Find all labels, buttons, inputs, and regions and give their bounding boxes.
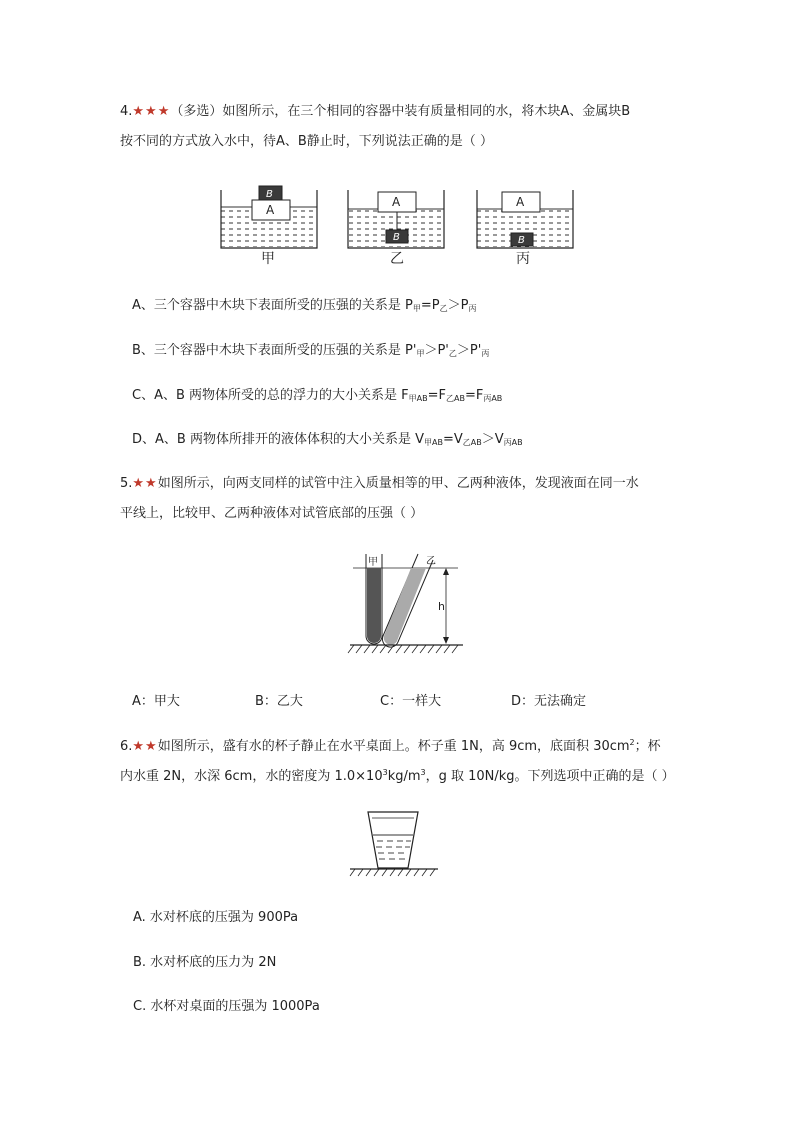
q5-option-d: D：无法确定 — [511, 694, 587, 709]
q4-option-b-sub-1: 甲 — [416, 349, 425, 358]
q4-option-d — [132, 431, 523, 452]
q6-option-b: B. 水对杯底的压力为 2N — [133, 955, 277, 970]
q4-option-d-gt: ＞V — [481, 432, 504, 447]
q5-option-b: B：乙大 — [255, 694, 303, 709]
label-bing: 丙 — [516, 251, 530, 267]
q4-option-c-eq-2: =F — [464, 388, 484, 403]
q4-text-line-2: 按不同的方式放入水中，待A、B静止时，下列说法正确的是（ ） — [120, 134, 493, 149]
liquid-jia — [367, 568, 381, 643]
block-a-jia-label: A — [266, 203, 275, 217]
q5-option-a: A：甲大 — [132, 694, 180, 709]
q5-line-2 — [120, 505, 423, 523]
q4-option-a-sub-2: 乙 — [439, 304, 448, 313]
q4-figure — [212, 178, 592, 268]
q6-option-a: A. 水对杯底的压强为 900Pa — [133, 910, 299, 925]
q5-line-1 — [120, 475, 639, 493]
q4-text-line-1: （多选）如图所示，在三个相同的容器中装有质量相同的水，将木块A、金属块B — [170, 104, 631, 119]
q6-text-line-2-sup2: 3 — [420, 768, 426, 777]
q4-option-c-eq: =F — [427, 388, 446, 403]
q4-option-c-sub-2: 乙AB — [445, 394, 465, 403]
height-label: h — [438, 600, 445, 613]
q6-figure — [350, 806, 440, 878]
q4-option-d-sub-3: 丙AB — [503, 438, 523, 447]
q4-option-a-sub-1: 甲 — [412, 304, 421, 313]
label-yi: 乙 — [390, 251, 404, 267]
cup-water — [372, 834, 414, 868]
label-jia: 甲 — [261, 251, 275, 267]
q4-option-a-gt: ＞P — [447, 298, 469, 313]
q4-option-a-eq: =P — [420, 298, 440, 313]
q6-text-line-2-sup1: 3 — [382, 768, 388, 777]
q4-option-b — [132, 342, 489, 363]
block-a-bing-label: A — [516, 195, 525, 209]
q6-number: 6. — [120, 739, 133, 754]
q4-number: 4. — [120, 104, 133, 119]
q4-line-2 — [120, 133, 493, 151]
q4-option-b-sub-2: 乙 — [448, 349, 457, 358]
q4-option-c-sub-1: 甲AB — [408, 394, 428, 403]
q4-option-c — [132, 387, 502, 408]
block-b-jia-label: B — [266, 189, 273, 200]
q4-option-d-text: D、A、B 两物体所排开的液体体积的大小关系是 V — [132, 432, 424, 447]
q4-difficulty-stars: ★★★ — [132, 104, 171, 119]
q4-option-c-sub-3: 丙AB — [483, 394, 503, 403]
q6-text-line-2c: ，g 取 10N/kg。下列选项中正确的是（ ） — [425, 769, 675, 784]
q4-option-c-text: C、A、B 两物体所受的总的浮力的大小关系是 F — [132, 388, 409, 403]
q5-figure — [348, 548, 468, 658]
block-a-yi-label: A — [392, 195, 401, 209]
container-bing — [477, 190, 573, 267]
block-b-yi-label: B — [393, 232, 400, 243]
q6-difficulty-stars: ★★ — [132, 739, 158, 754]
q4-option-d-sub-1: 甲AB — [423, 438, 443, 447]
q6-text-line-1b: ；杯 — [634, 739, 661, 754]
q6-line-2 — [120, 764, 675, 786]
q5-number: 5. — [120, 476, 133, 491]
q4-option-a — [132, 297, 476, 318]
container-jia — [221, 186, 317, 267]
tube-jia-label: 甲 — [368, 557, 378, 568]
q5-text-line-2: 平线上，比较甲、乙两种液体对试管底部的压强（ ） — [120, 506, 424, 521]
q4-option-d-sub-2: 乙AB — [462, 438, 482, 447]
q6-option-c: C. 水杯对桌面的压强为 1000Pa — [133, 999, 320, 1014]
q6-text-line-2b: kg/m — [387, 769, 421, 784]
q6-text-line-1a: 如图所示，盛有水的杯子静止在水平桌面上。杯子重 1N，高 9cm，底面积 30cm — [157, 739, 630, 754]
q4-line-1 — [120, 103, 630, 121]
tube-yi-label: 乙 — [426, 556, 436, 567]
q6-text-line-1-sup: 2 — [629, 738, 635, 747]
q6-line-1 — [120, 734, 661, 756]
q4-option-b-sub-3: 丙 — [481, 349, 490, 358]
q4-option-d-eq: =V — [442, 432, 463, 447]
q4-option-b-text: B、三个容器中木块下表面所受的压强的关系是 P' — [132, 343, 417, 358]
q5-difficulty-stars: ★★ — [132, 476, 158, 491]
container-yi — [348, 190, 444, 267]
q6-text-line-2a: 内水重 2N，水深 6cm，水的密度为 1.0×10 — [120, 769, 383, 784]
block-b-bing-label: B — [518, 235, 525, 246]
q4-option-a-text: A、三个容器中木块下表面所受的压强的关系是 P — [132, 298, 413, 313]
q5-option-c: C：一样大 — [380, 694, 442, 709]
q4-option-a-sub-3: 丙 — [468, 304, 477, 313]
liquid-yi — [384, 568, 426, 645]
q4-option-b-gt: ＞P' — [424, 343, 449, 358]
q5-text-line-1: 如图所示，向两支同样的试管中注入质量相等的甲、乙两种液体，发现液面在同一水 — [157, 476, 639, 491]
q4-option-b-gt-2: ＞P' — [456, 343, 482, 358]
